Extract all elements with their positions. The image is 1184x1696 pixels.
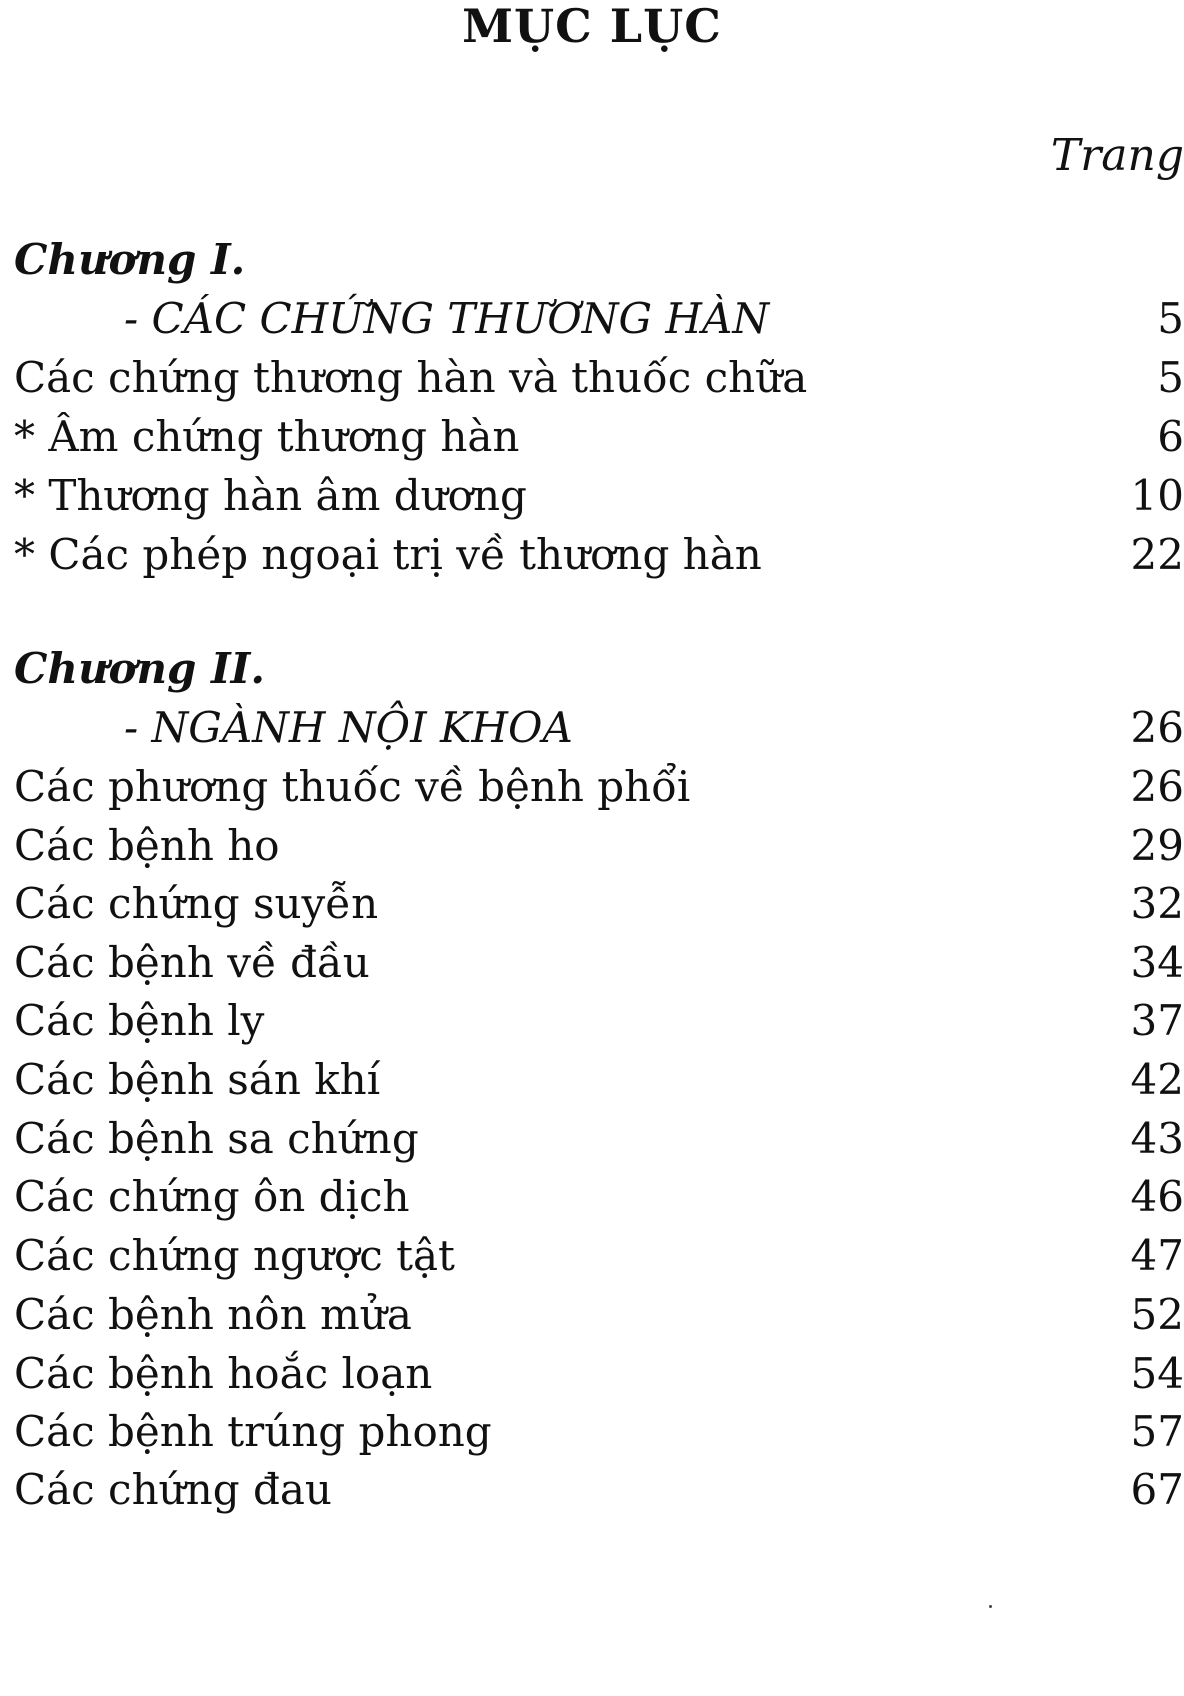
toc-entry[interactable] [14,523,1184,587]
entry-title: Các bệnh nôn mửa [14,1290,412,1339]
entry-title: Các bệnh sa chứng [14,1114,419,1163]
toc-entry[interactable] [14,1048,1184,1112]
page-number: 6 [1157,412,1184,461]
entry-title: * Các phép ngoại trị về thương hàn [14,530,762,579]
entry-title: * Thương hàn âm dương [14,471,527,520]
toc-entry[interactable] [14,1107,1184,1171]
toc-entry[interactable] [14,464,1184,528]
entry-title: Các chứng thương hàn và thuốc chữa [14,353,808,402]
toc-entry[interactable] [14,989,1184,1053]
toc-entry[interactable] [14,1342,1184,1406]
entry-title: Các chứng suyễn [14,879,379,928]
page-number: 26 [1130,762,1184,811]
page-number: 5 [1157,353,1184,402]
page-column-header: Trang [1050,130,1184,181]
page-number: 46 [1130,1172,1184,1221]
entry-title: Các phương thuốc về bệnh phổi [14,762,691,811]
toc-entry[interactable] [14,346,1184,410]
entry-title: Các bệnh hoắc loạn [14,1349,433,1398]
chapter-label: Chương II. [14,644,265,693]
entry-title: Các bệnh về đầu [14,938,370,987]
entry-title: Các bệnh sán khí [14,1055,381,1104]
chapter-heading-2 [14,637,1184,701]
chapter-label: Chương I. [14,235,246,284]
page-number: 32 [1130,879,1184,928]
section-title: - CÁC CHỨNG THƯƠNG HÀN [124,294,770,343]
page-number: 5 [1157,294,1184,343]
entry-title: Các bệnh trúng phong [14,1407,492,1456]
entry-title: * Âm chứng thương hàn [14,412,520,461]
page-number: 37 [1130,996,1184,1045]
toc-entry[interactable] [14,1458,1184,1522]
toc-entry[interactable] [14,1165,1184,1229]
page-number: 26 [1130,703,1184,752]
page-number: 10 [1130,471,1184,520]
page-number: 52 [1130,1290,1184,1339]
page-number: 67 [1130,1465,1184,1514]
entry-title: Các chứng ngược tật [14,1231,455,1280]
entry-title: Các chứng đau [14,1465,332,1514]
scan-speck [989,1605,992,1608]
page-number: 57 [1130,1407,1184,1456]
toc-entry[interactable] [14,931,1184,995]
toc-entry[interactable] [14,755,1184,819]
section-heading-1[interactable] [14,287,1184,351]
page-number: 42 [1130,1055,1184,1104]
section-title: - NGÀNH NỘI KHOA [124,703,573,752]
page-number: 54 [1130,1349,1184,1398]
section-heading-2[interactable] [14,696,1184,760]
toc-entry[interactable] [14,814,1184,878]
page-number: 22 [1130,530,1184,579]
entry-title: Các chứng ôn dịch [14,1172,410,1221]
page-number: 29 [1130,821,1184,870]
chapter-heading-1 [14,228,1184,292]
entry-title: Các bệnh ho [14,821,280,870]
toc-entry[interactable] [14,1400,1184,1464]
toc-entry[interactable] [14,405,1184,469]
toc-entry[interactable] [14,1224,1184,1288]
page-number: 34 [1130,938,1184,987]
toc-entry[interactable] [14,872,1184,936]
page-title: MỤC LỤC [462,0,722,53]
entry-title: Các bệnh ly [14,996,265,1045]
page-number: 47 [1130,1231,1184,1280]
page-number: 43 [1130,1114,1184,1163]
toc-entry[interactable] [14,1283,1184,1347]
